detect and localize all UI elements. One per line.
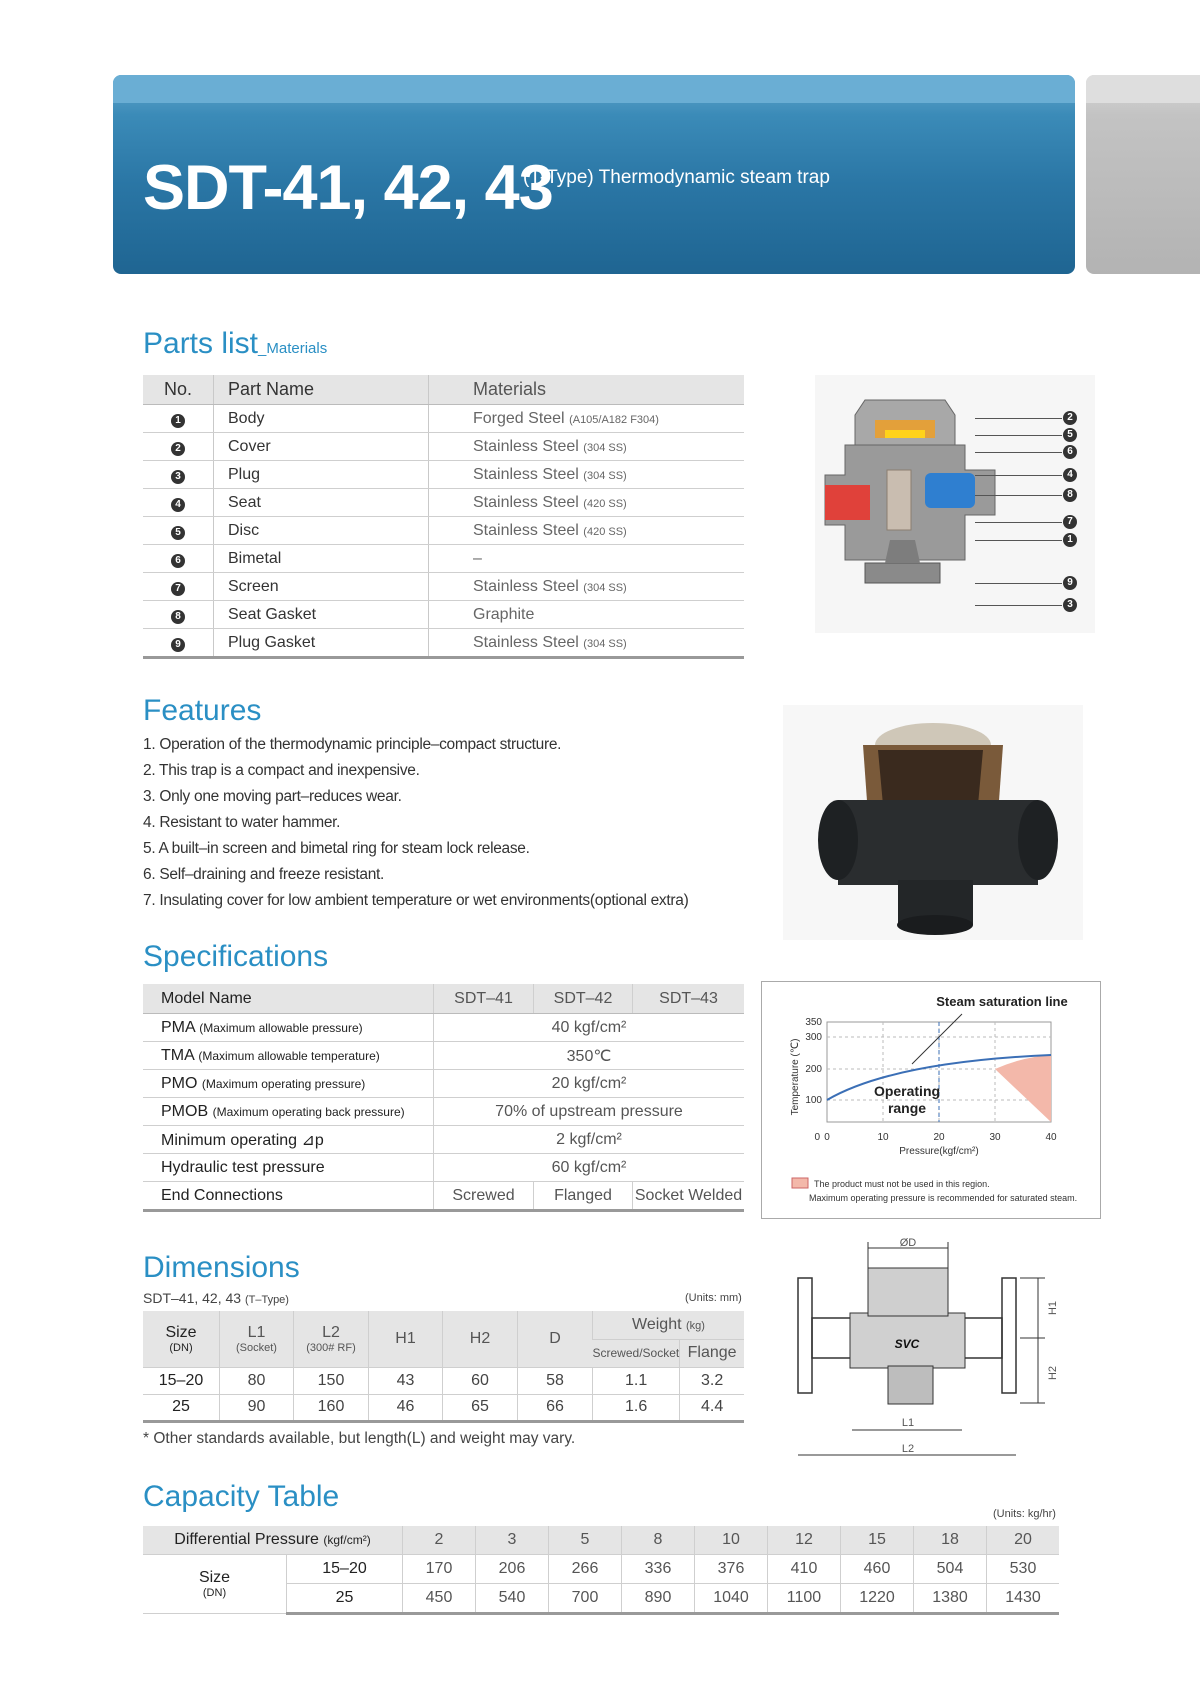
spec-name-cell [143,1014,434,1042]
part-number-badge: 4 [171,498,185,512]
capacity-dp-text: Differential Pressure [174,1531,319,1548]
dim-cell-flange: 3.2 [680,1367,744,1394]
graph-region-label-1: Operating [873,1083,941,1099]
spec-value: 70% of upstream pressure [434,1098,745,1126]
capacity-table [143,1526,1059,1615]
part-no-cell [143,405,214,433]
part-no-cell [143,545,214,573]
part-material-spec: (304 SS) [583,581,627,594]
col-no: No. [143,375,214,405]
graph-region-label-2: range [887,1100,927,1116]
part-number-badge: 7 [171,582,185,596]
capacity-pressure: 12 [768,1526,841,1555]
dim-size-label: Size [165,1323,197,1341]
capacity-value: 206 [476,1555,549,1584]
parts-row [143,517,744,545]
dim-l2-sub: (300# RF) [306,1341,356,1354]
callout-badge: 3 [1063,598,1077,612]
parts-header-row [143,375,744,405]
callout-leader [975,452,1062,453]
spec-row [143,1042,744,1070]
parts-row [143,489,744,517]
part-material-spec: (420 SS) [583,497,627,510]
capacity-pressure: 20 [987,1526,1060,1555]
dim-cell-flange: 4.4 [680,1394,744,1421]
dim-col-size [143,1311,220,1367]
callout [975,468,1075,482]
spec-desc: (Maximum operating back pressure) [212,1104,405,1119]
dim-col-l1 [220,1311,294,1367]
spec-name: PMA [161,1018,195,1036]
graph-ytick: 300 [805,1032,822,1043]
part-material-cell [429,461,745,489]
part-material-cell [429,517,745,545]
dim-size-sub: (DN) [169,1341,193,1354]
part-material-cell [429,629,745,658]
spec-value: 40 kgf/cm² [434,1014,745,1042]
capacity-pressure: 10 [695,1526,768,1555]
spec-end-connection: Flanged [534,1182,633,1211]
part-material: Stainless Steel [473,633,579,651]
dimensions-units: (Units: mm) [685,1292,742,1304]
part-material-spec: (304 SS) [583,469,627,482]
part-name: Screen [214,573,429,601]
dim-col-screwed: Screwed/Socket [593,1339,680,1367]
dimensions-model: SDT–41, 42, 43 [143,1290,242,1306]
graph-xtick: 40 [1045,1132,1057,1143]
callout-leader [975,435,1062,436]
dim-cell-screwed: 1.6 [593,1394,680,1421]
dim-cell-h1: 46 [369,1394,443,1421]
graph-xlabel: Pressure(kgf/cm²) [899,1146,979,1157]
spec-name: TMA [161,1046,194,1064]
capacity-header-row [143,1526,1059,1555]
part-material-cell [429,573,745,601]
parts-subtitle: _Materials [258,340,328,357]
dim-cell-d: 58 [518,1367,593,1394]
capacity-value: 266 [549,1555,622,1584]
dim-col-h1: H1 [369,1311,443,1367]
part-no-cell [143,489,214,517]
specs-table [143,984,744,1212]
part-material-cell [429,489,745,517]
page-subtitle: (T-Type) Thermodynamic steam trap [523,167,830,188]
part-name: Plug [214,461,429,489]
callout-list [975,411,1085,611]
spec-value: 60 kgf/cm² [434,1154,745,1182]
capacity-dp-label [143,1526,403,1555]
spec-row [143,1070,744,1098]
dimensions-table [143,1311,744,1423]
part-name: Body [214,405,429,433]
spec-desc: (Maximum allowable temperature) [198,1048,380,1063]
specs-title: Specifications [143,940,329,973]
spec-value: 20 kgf/cm² [434,1070,745,1098]
dim-l1-sub: (Socket) [236,1341,277,1354]
callout-badge: 6 [1063,445,1077,459]
part-material: Graphite [473,605,535,623]
dim-col-d: D [518,1311,593,1367]
side-tab-band [1086,75,1200,103]
col-materials: Materials [429,375,745,405]
part-number-badge: 5 [171,526,185,540]
part-no-cell [143,433,214,461]
spec-name: Minimum operating ⊿p [161,1131,324,1149]
parts-row [143,601,744,629]
part-material: Forged Steel [473,409,565,427]
part-material-spec: (304 SS) [583,441,627,454]
capacity-pressure: 18 [914,1526,987,1555]
spec-row [143,1014,744,1042]
callout-leader [975,522,1062,523]
capacity-size-label: Size [198,1569,231,1586]
capacity-value: 336 [622,1555,695,1584]
callout-leader [975,605,1062,606]
callout [975,411,1075,425]
spec-name-cell [143,1126,434,1154]
spec-value: 350℃ [434,1042,745,1070]
spec-end-connection: Screwed [434,1182,534,1211]
graph-legend-swatch [792,1178,808,1188]
part-material-cell [429,405,745,433]
spec-model-3: SDT–43 [633,984,745,1014]
banner-top-band [113,75,1075,103]
capacity-value: 460 [841,1555,914,1584]
capacity-value: 1430 [987,1584,1060,1614]
dim-cell-h2: 60 [443,1367,518,1394]
spec-name-cell [143,1098,434,1126]
capacity-value: 540 [476,1584,549,1614]
feature-item: 2. This trap is a compact and inexpensive. [143,762,420,779]
feature-item: 5. A built–in screen and bimetal ring for steam lock release. [143,840,530,857]
graph-xtick: 10 [877,1132,889,1143]
part-name: Plug Gasket [214,629,429,658]
part-material: Stainless Steel [473,465,579,483]
callout [975,576,1075,590]
capacity-title: Capacity Table [143,1480,340,1513]
capacity-value: 1100 [768,1584,841,1614]
graph-ytick: 200 [805,1064,822,1075]
drawing-label-h1: H1 [1047,1300,1059,1316]
part-name: Disc [214,517,429,545]
dimensions-subtitle [143,1290,289,1306]
part-material-cell [429,545,745,573]
feature-item: 3. Only one moving part–reduces wear. [143,788,402,805]
part-material-spec: (A105/A182 F304) [569,413,659,426]
part-number-badge: 6 [171,554,185,568]
capacity-value: 410 [768,1555,841,1584]
dim-col-weight [593,1311,745,1339]
parts-row [143,573,744,601]
dim-cell-size: 15–20 [143,1367,220,1394]
callout [975,598,1075,612]
spec-desc: (Maximum operating pressure) [201,1076,366,1091]
feature-item: 1. Operation of the thermodynamic principle–compact structure. [143,736,562,753]
spec-model-2: SDT–42 [534,984,633,1014]
dimension-drawing [790,1238,1080,1478]
graph-xtick: 0 [824,1132,830,1143]
spec-model-1: SDT–41 [434,984,534,1014]
capacity-pressure: 2 [403,1526,476,1555]
part-number-badge: 8 [171,610,185,624]
callout-badge: 8 [1063,488,1077,502]
spec-name: PMO [161,1074,198,1092]
part-number-badge: 9 [171,638,185,652]
product-photo [783,705,1083,940]
dim-weight-sub: (kg) [686,1319,705,1332]
capacity-pressure: 15 [841,1526,914,1555]
features-list [143,732,688,914]
drawing-brand: SVC [894,1337,920,1351]
part-no-cell [143,461,214,489]
parts-title [143,327,327,361]
parts-row [143,629,744,658]
feature-item: 6. Self–draining and freeze resistant. [143,866,385,883]
spec-row-end-connections [143,1182,744,1211]
graph-ytick: 100 [805,1095,822,1106]
parts-row [143,545,744,573]
dim-header-row-1 [143,1311,744,1339]
part-no-cell [143,629,214,658]
capacity-value: 1040 [695,1584,768,1614]
callout-badge: 7 [1063,515,1077,529]
feature-item: 7. Insulating cover for low ambient temperature or wet environments(optional extra) [143,892,689,909]
capacity-pressure: 5 [549,1526,622,1555]
spec-model-name-label: Model Name [143,984,434,1014]
spec-name: PMOB [161,1102,209,1120]
dimensions-title: Dimensions [143,1251,300,1284]
capacity-pressure: 8 [622,1526,695,1555]
capacity-value: 890 [622,1584,695,1614]
capacity-value: 1380 [914,1584,987,1614]
graph-ytick: 0 [814,1132,820,1143]
callout-badge: 1 [1063,533,1077,547]
part-material-spec: (420 SS) [583,525,627,538]
dim-cell-l1: 90 [220,1394,294,1421]
callout [975,488,1075,502]
drawing-label-l1: L1 [901,1417,915,1429]
part-number-badge: 3 [171,470,185,484]
callout-leader [975,495,1062,496]
part-material: Stainless Steel [473,577,579,595]
drawing-label-h2: H2 [1047,1365,1059,1381]
parts-row [143,405,744,433]
spec-end-connection: Socket Welded [633,1182,745,1211]
parts-row [143,433,744,461]
graph-xtick: 30 [989,1132,1001,1143]
part-name: Bimetal [214,545,429,573]
features-title: Features [143,694,262,727]
graph-ylabel: Temperature (℃) [790,1038,801,1116]
capacity-value: 700 [549,1584,622,1614]
part-no-cell [143,517,214,545]
part-no-cell [143,601,214,629]
spec-value: 2 kgf/cm² [434,1126,745,1154]
dim-cell-h1: 43 [369,1367,443,1394]
capacity-value: 1220 [841,1584,914,1614]
spec-name-cell [143,1154,434,1182]
capacity-size: 25 [287,1584,403,1614]
dim-l1-label: L1 [247,1323,266,1341]
callout [975,428,1075,442]
dimensions-type: (T–Type) [244,1294,289,1306]
dim-cell-d: 66 [518,1394,593,1421]
capacity-value: 170 [403,1555,476,1584]
callout-leader [975,540,1062,541]
pt-graph [761,981,1101,1219]
dim-cell-l2: 150 [294,1367,369,1394]
dim-cell-screwed: 1.1 [593,1367,680,1394]
capacity-pressure: 3 [476,1526,549,1555]
drawing-label-d: ØD [899,1238,917,1249]
spec-name: End Connections [143,1182,434,1211]
parts-row [143,461,744,489]
spec-name-cell [143,1042,434,1070]
callout-badge: 9 [1063,576,1077,590]
dim-weight-label: Weight [632,1315,682,1333]
dim-l2-label: L2 [322,1323,340,1341]
callout-leader [975,583,1062,584]
part-material: Stainless Steel [473,493,579,511]
capacity-size-label-cell [143,1555,287,1614]
spec-row [143,1098,744,1126]
spec-row [143,1154,744,1182]
spec-name: Hydraulic test pressure [161,1158,325,1176]
callout [975,445,1075,459]
callout [975,515,1075,529]
part-no-cell [143,573,214,601]
part-material-cell [429,433,745,461]
feature-item: 4. Resistant to water hammer. [143,814,341,831]
callout-badge: 4 [1063,468,1077,482]
spec-desc: (Maximum allowable pressure) [199,1020,363,1035]
part-name: Seat [214,489,429,517]
part-material: – [473,549,482,567]
capacity-value: 376 [695,1555,768,1584]
callout-badge: 5 [1063,428,1077,442]
callout-leader [975,475,1062,476]
capacity-value: 450 [403,1584,476,1614]
graph-legend-2: Maximum operating pressure is recommended for saturated steam. [809,1193,1078,1203]
dim-row [143,1367,744,1394]
capacity-dp-unit: (kgf/cm²) [323,1533,371,1547]
dim-cell-l1: 80 [220,1367,294,1394]
part-material: Stainless Steel [473,437,579,455]
graph-xtick: 20 [933,1132,945,1143]
part-number-badge: 1 [171,414,185,428]
part-name: Seat Gasket [214,601,429,629]
drawing-label-l2: L2 [901,1443,915,1455]
dim-cell-h2: 65 [443,1394,518,1421]
part-number-badge: 2 [171,442,185,456]
col-part-name: Part Name [214,375,429,405]
part-material: Stainless Steel [473,521,579,539]
graph-ytick: 350 [805,1017,822,1028]
parts-title-text: Parts list [143,327,259,360]
spec-name-cell [143,1070,434,1098]
callout-badge: 2 [1063,411,1077,425]
callout-leader [975,418,1062,419]
capacity-value: 530 [987,1555,1060,1584]
graph-legend: The product must not be used in this region. [814,1179,990,1189]
capacity-size: 15–20 [287,1555,403,1584]
capacity-units: (Units: kg/hr) [993,1508,1056,1520]
part-material-spec: (304 SS) [583,637,627,650]
page-title: SDT-41, 42, 43 [143,153,553,223]
dim-col-flange: Flange [680,1339,744,1367]
dim-cell-size: 25 [143,1394,220,1421]
spec-row [143,1126,744,1154]
part-name: Cover [214,433,429,461]
dim-row [143,1394,744,1421]
dim-col-l2 [294,1311,369,1367]
specs-header-row [143,984,744,1014]
header-side-tab [1086,75,1200,274]
capacity-value: 504 [914,1555,987,1584]
capacity-row [143,1555,1059,1584]
dim-col-h2: H2 [443,1311,518,1367]
dimensions-footnote: * Other standards available, but length(L) and weight may vary. [143,1430,576,1447]
capacity-size-sub: (DN) [202,1587,227,1599]
parts-table [143,375,744,659]
graph-title: Steam saturation line [936,994,1068,1009]
callout [975,533,1075,547]
dim-cell-l2: 160 [294,1394,369,1421]
part-material-cell [429,601,745,629]
